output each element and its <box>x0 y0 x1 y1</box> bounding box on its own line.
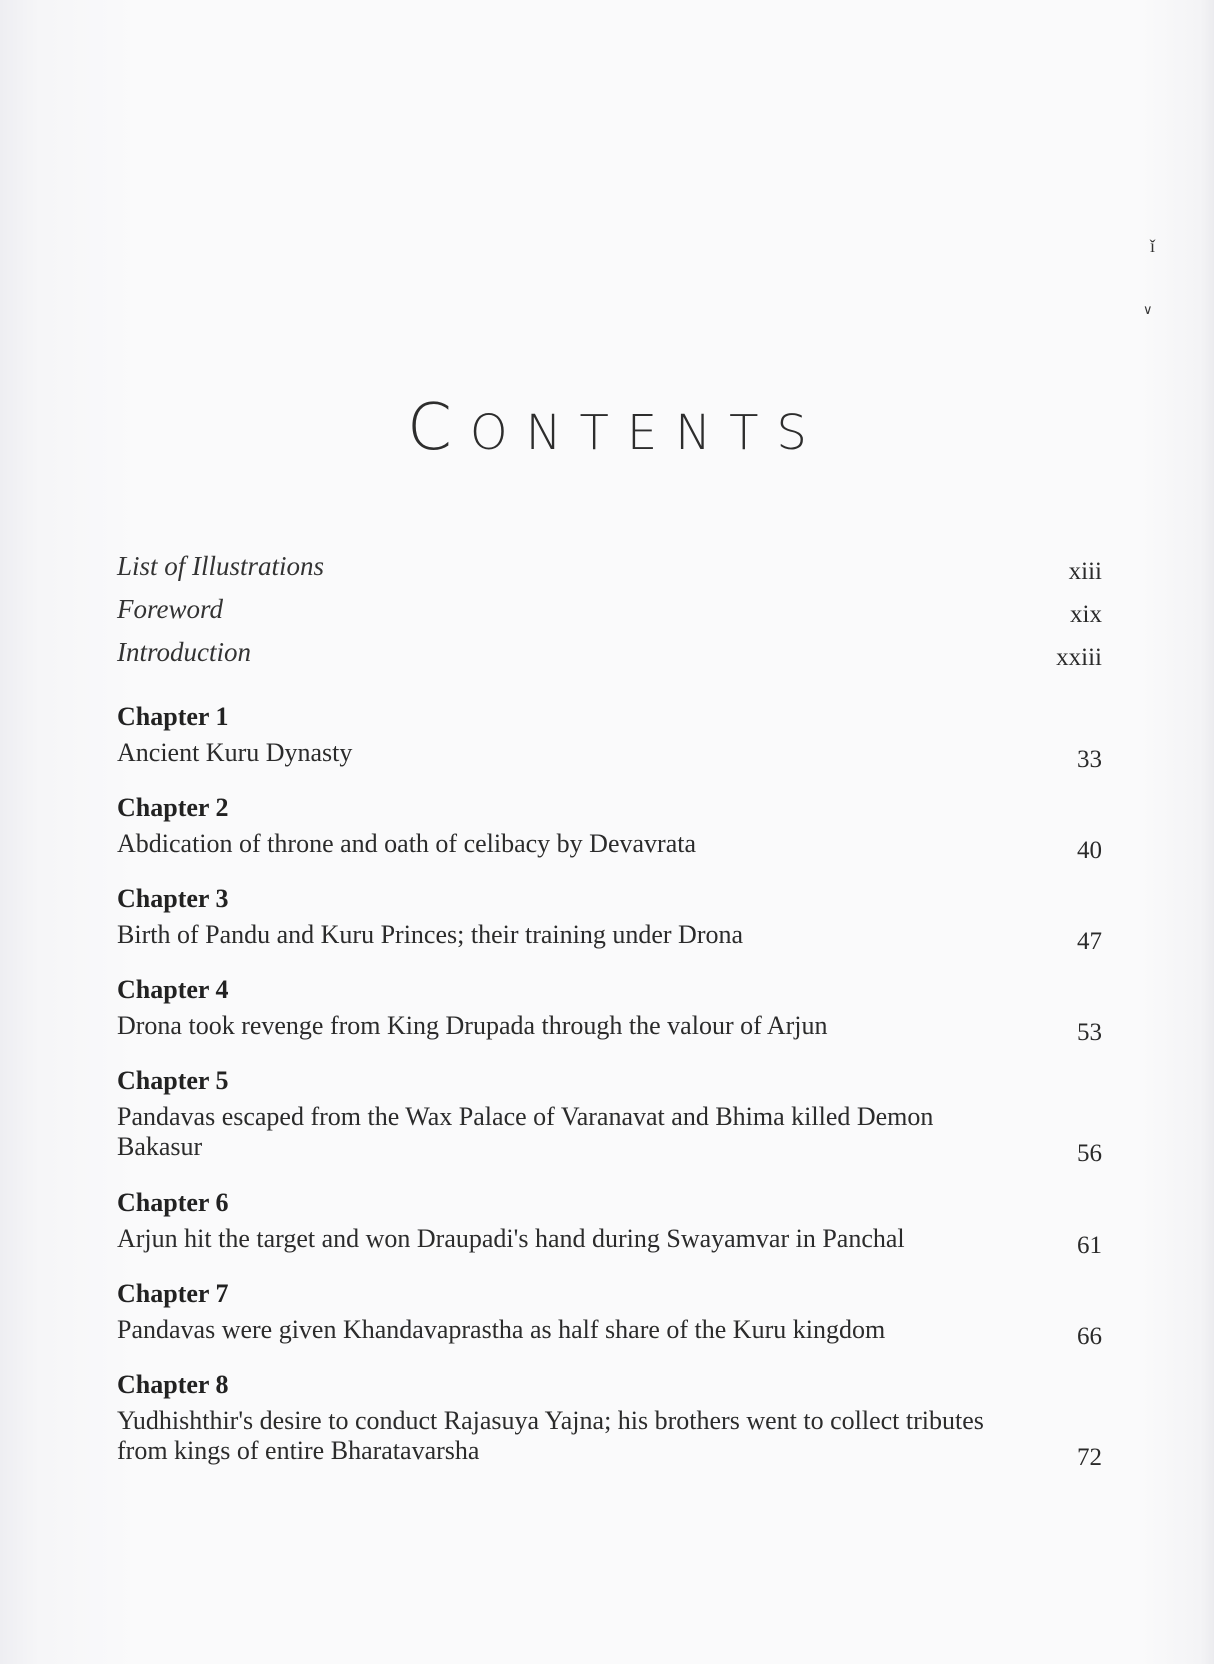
chapter-label: Chapter 5 <box>117 1066 229 1095</box>
chapter-title: Arjun hit the target and won Draupadi's hand during Swayamvar in Panchal <box>117 1224 905 1253</box>
toc-entry-chapter[interactable] <box>117 700 1102 780</box>
toc-page-number: xix <box>1070 601 1102 628</box>
toc-page-number: 53 <box>1077 1019 1102 1046</box>
chapter-title: Pandavas escaped from the Wax Palace of Varanavat and Bhima killed Demon Bakasur <box>117 1102 934 1161</box>
chapter-label: Chapter 8 <box>117 1370 229 1399</box>
toc-entry-front-matter[interactable] <box>117 591 1102 629</box>
toc-entry-front-matter[interactable] <box>117 548 1102 586</box>
chapter-title: Abdication of throne and oath of celibacy by Devavrata <box>117 829 696 858</box>
toc-entry-chapter[interactable] <box>117 1064 1102 1174</box>
toc-page-number: 47 <box>1077 928 1102 955</box>
toc-page-number: 56 <box>1077 1140 1102 1167</box>
toc-entry-chapter[interactable] <box>117 1277 1102 1357</box>
ink-mark: ∨ <box>1143 302 1153 317</box>
chapter-title: Pandavas were given Khandavaprastha as half share of the Kuru kingdom <box>117 1315 886 1344</box>
toc-page-number: 40 <box>1077 837 1102 864</box>
toc-page-number: 61 <box>1077 1232 1102 1259</box>
toc-page-number: 72 <box>1077 1444 1102 1471</box>
toc-entry-front-matter[interactable] <box>117 634 1102 672</box>
chapter-label: Chapter 7 <box>117 1279 229 1308</box>
page-title-rest: ONTENTS <box>469 405 825 461</box>
ink-mark: ǐ <box>1150 236 1156 256</box>
toc-entry-label: Foreword <box>117 594 223 624</box>
chapter-title: Ancient Kuru Dynasty <box>117 738 353 767</box>
chapter-title: Birth of Pandu and Kuru Princes; their training under Drona <box>117 920 744 949</box>
chapter-label: Chapter 4 <box>117 975 229 1004</box>
toc-page-number: xiii <box>1068 558 1102 585</box>
chapter-title: Drona took revenge from King Drupada through the valour of Arjun <box>117 1011 828 1040</box>
toc-entry-label: Introduction <box>117 637 251 667</box>
toc-entry-chapter[interactable] <box>117 791 1102 871</box>
page-title-initial: C <box>407 391 470 465</box>
toc-entry-label: List of Illustrations <box>117 551 325 581</box>
toc-page-number: 66 <box>1077 1323 1102 1350</box>
chapter-label: Chapter 1 <box>117 702 229 731</box>
chapter-label: Chapter 6 <box>117 1188 229 1217</box>
chapter-title: Yudhishthir's desire to conduct Rajasuya Yajna; his brothers went to collect tributes from kings of entire Bharatavarsha <box>117 1406 984 1465</box>
page-title <box>0 391 1214 465</box>
chapter-label: Chapter 2 <box>117 793 229 822</box>
toc-entry-chapter[interactable] <box>117 1368 1102 1478</box>
toc-page-number: 33 <box>1077 746 1102 773</box>
toc-entry-chapter[interactable] <box>117 973 1102 1053</box>
chapter-label: Chapter 3 <box>117 884 229 913</box>
toc-page-number: xxiii <box>1056 644 1102 671</box>
toc-entry-chapter[interactable] <box>117 1186 1102 1266</box>
toc-entry-chapter[interactable] <box>117 882 1102 962</box>
